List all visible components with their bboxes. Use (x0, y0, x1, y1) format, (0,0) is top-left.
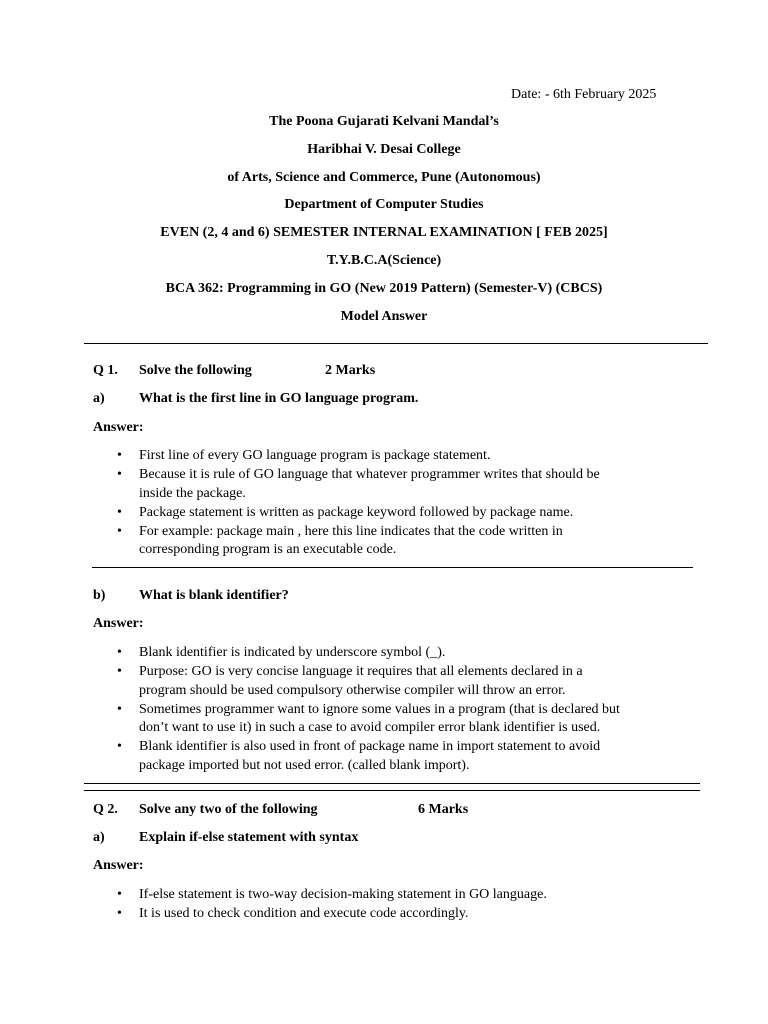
list-item: • Because it is rule of GO language that whatever programmer writes that should be inside the package. (117, 467, 600, 501)
q1b-label: b) (93, 588, 106, 603)
list-item: • It is used to check condition and execute code accordingly. (115, 905, 695, 924)
q1-end-divider-bottom (84, 790, 700, 791)
q1-end-divider-top (84, 783, 700, 784)
class-name: T.Y.B.C.A(Science) (326, 253, 442, 268)
q1b-answer-label: Answer: (93, 616, 144, 631)
q2a-question: Explain if-else statement with syntax (139, 830, 359, 845)
list-item: • First line of every GO language program is package statement. (115, 447, 695, 466)
q2a-answer-label: Answer: (93, 858, 144, 873)
list-item: • Blank identifier is also used in front of package name in import statement to avoid package imported but not used error. (called blank import). (117, 739, 601, 773)
q1a-divider (92, 567, 693, 568)
q2a-answer-list (115, 886, 695, 924)
college-faculties: of Arts, Science and Commerce, Pune (Autonomous) (227, 170, 541, 185)
q1b-answer-list (115, 644, 695, 776)
document-title: Model Answer (340, 309, 428, 324)
q1a-label: a) (93, 391, 105, 406)
q1b-question: What is blank identifier? (139, 588, 289, 603)
q1-number: Q 1. (93, 363, 118, 378)
q1a-answer-list (115, 447, 695, 560)
list-item: • Package statement is written as package keyword followed by package name. (115, 504, 695, 523)
institution-name: The Poona Gujarati Kelvani Mandal’s (269, 114, 499, 129)
exam-name: EVEN (2, 4 and 6) SEMESTER INTERNAL EXAMINATION [ FEB 2025] (160, 225, 608, 240)
bullet-icon: • (117, 448, 122, 463)
bullet-icon: • (117, 523, 122, 539)
bullet-icon: • (117, 701, 122, 717)
bullet-icon: • (117, 906, 122, 921)
q2a-label: a) (93, 830, 105, 845)
q1-title: Solve the following (139, 363, 252, 378)
list-item: • Blank identifier is indicated by underscore symbol (_). (115, 644, 695, 663)
course-name: BCA 362: Programming in GO (New 2019 Pattern) (Semester-V) (CBCS) (165, 281, 603, 296)
q1-marks: 2 Marks (325, 363, 376, 378)
college-name: Haribhai V. Desai College (307, 142, 461, 157)
bullet-icon: • (117, 664, 122, 679)
list-item: • Purpose: GO is very concise language it requires that all elements declared in a program should be used compulsory otherwise compiler will throw an error. (117, 664, 583, 698)
exam-date: Date: - 6th February 2025 (511, 87, 657, 102)
q1a-question: What is the first line in GO language program. (139, 391, 419, 406)
q2-marks: 6 Marks (418, 802, 469, 817)
department-name: Department of Computer Studies (284, 197, 484, 212)
bullet-icon: • (117, 887, 122, 902)
bullet-icon: • (117, 739, 122, 754)
bullet-icon: • (117, 645, 122, 660)
bullet-icon: • (117, 504, 122, 520)
list-item: • For example: package main , here this line indicates that the code written in corresponding program is an executable code. (117, 523, 563, 557)
bullet-icon: • (117, 467, 122, 482)
list-item: • If-else statement is two-way decision-making statement in GO language. (115, 886, 695, 905)
list-item: • Sometimes programmer want to ignore some values in a program (that is declared but don’t want to use it) in such a case to avoid compiler error blank identifier is used. (117, 701, 620, 735)
q2-title: Solve any two of the following (139, 802, 318, 817)
header-divider (84, 343, 708, 344)
q1a-answer-label: Answer: (93, 420, 144, 435)
q2-number: Q 2. (93, 802, 118, 817)
